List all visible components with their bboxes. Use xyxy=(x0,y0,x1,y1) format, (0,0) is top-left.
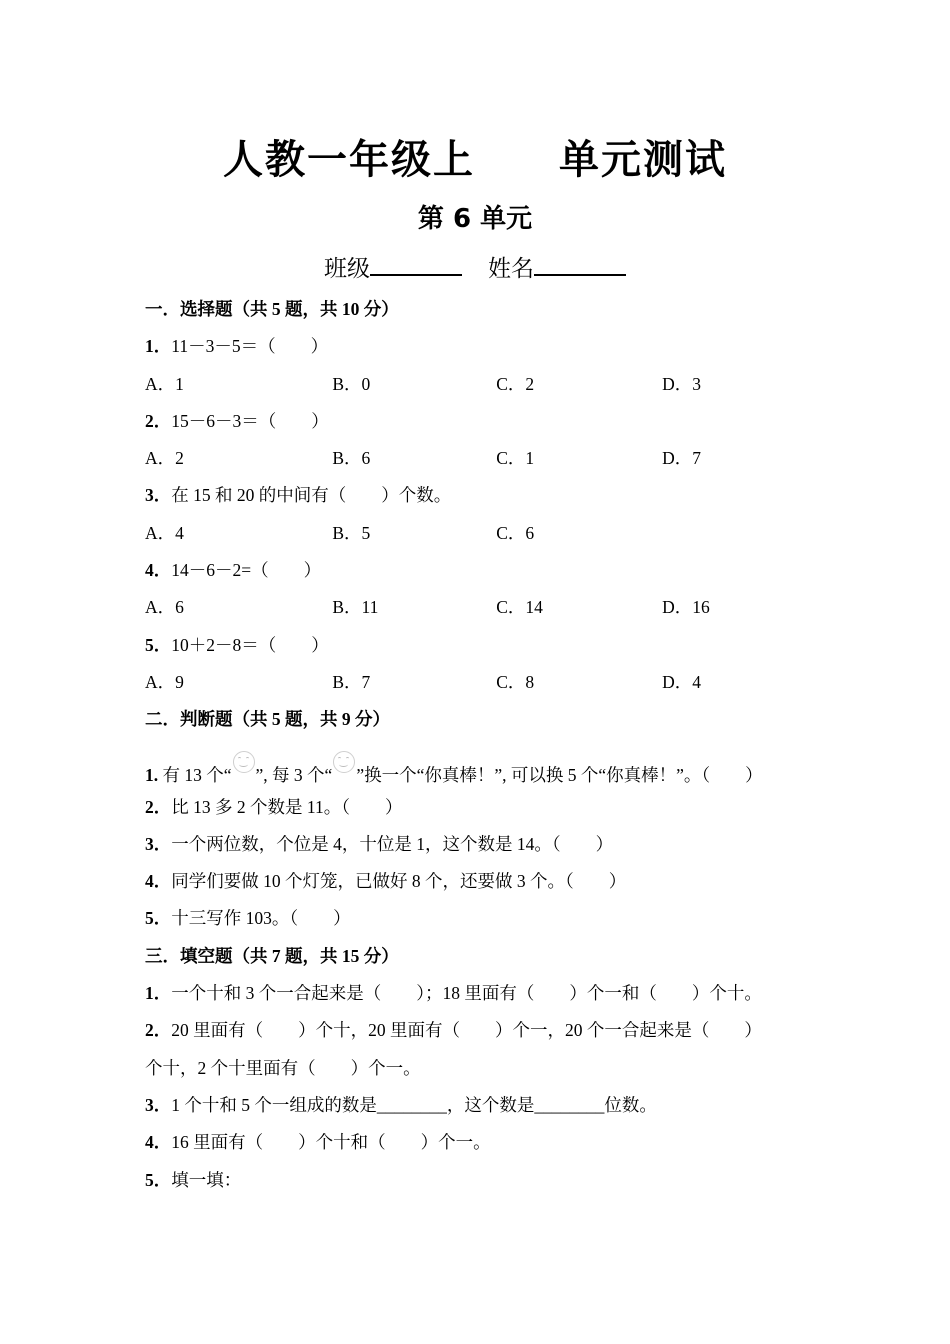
class-blank xyxy=(370,252,462,276)
question-number: 2． xyxy=(145,1020,172,1041)
question-item xyxy=(145,632,825,669)
options-row xyxy=(145,594,825,631)
options-row xyxy=(145,371,825,408)
option: C．2 xyxy=(496,373,535,394)
question-text: 在 15 和 20 的中间有（ ）个数。 xyxy=(171,485,452,506)
question-item xyxy=(145,482,825,519)
question-item xyxy=(145,744,825,794)
name-blank xyxy=(534,252,626,276)
option xyxy=(662,520,825,557)
question-item xyxy=(145,1167,825,1204)
question-item xyxy=(145,868,825,905)
question-text: 14－6－2=（ ） xyxy=(171,560,322,581)
option: A．9 xyxy=(145,671,184,692)
question-item xyxy=(145,557,825,594)
question-text-part: ”, 每 3 个“ xyxy=(255,764,333,785)
option: B．0 xyxy=(332,373,371,394)
question-number: 4． xyxy=(145,1132,172,1153)
question-item xyxy=(145,333,825,370)
question-text: 同学们要做 10 个灯笼，已做好 8 个，还要做 3 个。（ ） xyxy=(171,871,627,892)
question-text: 10＋2－8＝（ ） xyxy=(171,634,329,655)
smiley-face-icon xyxy=(233,751,255,773)
option: A．2 xyxy=(145,448,184,469)
option: C．6 xyxy=(496,522,535,543)
option: D．3 xyxy=(662,373,701,394)
class-label: 班级 xyxy=(324,256,370,281)
option: C．1 xyxy=(496,448,535,469)
options-row xyxy=(145,520,825,557)
name-label: 姓名 xyxy=(488,256,534,281)
question-number: 2． xyxy=(145,796,172,817)
question-item xyxy=(145,794,825,831)
question-item xyxy=(145,1092,825,1129)
option: B．11 xyxy=(332,597,379,618)
section-heading-choice: 一．选择题（共 5 题，共 10 分） xyxy=(145,299,399,319)
question-text: 一个十和 3 个一合起来是（ ）；18 里面有（ ）个一和（ ）个十。 xyxy=(171,983,762,1004)
question-text: 15－6－3＝（ ） xyxy=(171,410,329,431)
question-continuation xyxy=(145,1055,825,1092)
question-text: 11－3－5＝（ ） xyxy=(171,336,329,357)
option: D．4 xyxy=(662,671,701,692)
question-number: 1. xyxy=(145,764,159,785)
question-text: 十三写作 103。（ ） xyxy=(171,908,351,929)
page-title: 人教一年级上 单元测试 xyxy=(223,137,727,183)
question-text: 1 个十和 5 个一组成的数是________，这个数是________位数。 xyxy=(171,1094,657,1115)
question-item xyxy=(145,905,825,942)
question-text-part: ”换一个“你真棒！”, 可以换 5 个“你真棒！”。（ ） xyxy=(356,764,763,785)
question-number: 2． xyxy=(145,410,172,431)
option: D．7 xyxy=(662,448,701,469)
question-text: 填一填： xyxy=(171,1169,242,1190)
option: A．4 xyxy=(145,522,184,543)
options-row xyxy=(145,669,825,706)
option: D．16 xyxy=(662,597,710,618)
option: A．1 xyxy=(145,373,184,394)
option: C．14 xyxy=(496,597,543,618)
option: A．6 xyxy=(145,597,184,618)
question-number: 1． xyxy=(145,336,172,357)
section-heading-fill-blank: 三．填空题（共 7 题，共 15 分） xyxy=(145,945,399,966)
question-item xyxy=(145,408,825,445)
question-item xyxy=(145,831,825,868)
question-number: 3． xyxy=(145,485,172,506)
question-number: 1． xyxy=(145,983,172,1004)
question-number: 5． xyxy=(145,1169,172,1190)
option: B．6 xyxy=(332,448,371,469)
question-number: 3． xyxy=(145,833,172,854)
question-number: 4． xyxy=(145,871,172,892)
question-text: 16 里面有（ ）个十和（ ）个一。 xyxy=(171,1132,491,1153)
question-text: 个十，2 个十里面有（ ）个一。 xyxy=(145,1057,421,1078)
unit-subtitle: 第 6 单元 xyxy=(417,204,533,234)
section-heading-judgement: 二．判断题（共 5 题，共 9 分） xyxy=(145,709,390,730)
options-row xyxy=(145,445,825,482)
option: C．8 xyxy=(496,671,535,692)
class-name-line xyxy=(0,250,950,283)
question-number: 5． xyxy=(145,634,172,655)
question-text-part: 有 13 个“ xyxy=(158,764,232,785)
question-number: 5． xyxy=(145,908,172,929)
question-item xyxy=(145,1129,825,1166)
questions-content xyxy=(145,296,825,1204)
question-item xyxy=(145,1017,825,1054)
question-number: 3． xyxy=(145,1094,172,1115)
question-item xyxy=(145,980,825,1017)
question-text: 一个两位数，个位是 4，十位是 1，这个数是 14。（ ） xyxy=(171,833,614,854)
question-text: 比 13 多 2 个数是 11。（ ） xyxy=(171,796,403,817)
option: B．5 xyxy=(332,522,371,543)
option: B．7 xyxy=(332,671,371,692)
smiley-face-icon xyxy=(333,751,355,773)
question-text: 20 里面有（ ）个十，20 里面有（ ）个一，20 个一合起来是（ ） xyxy=(171,1020,762,1041)
question-number: 4． xyxy=(145,560,172,581)
